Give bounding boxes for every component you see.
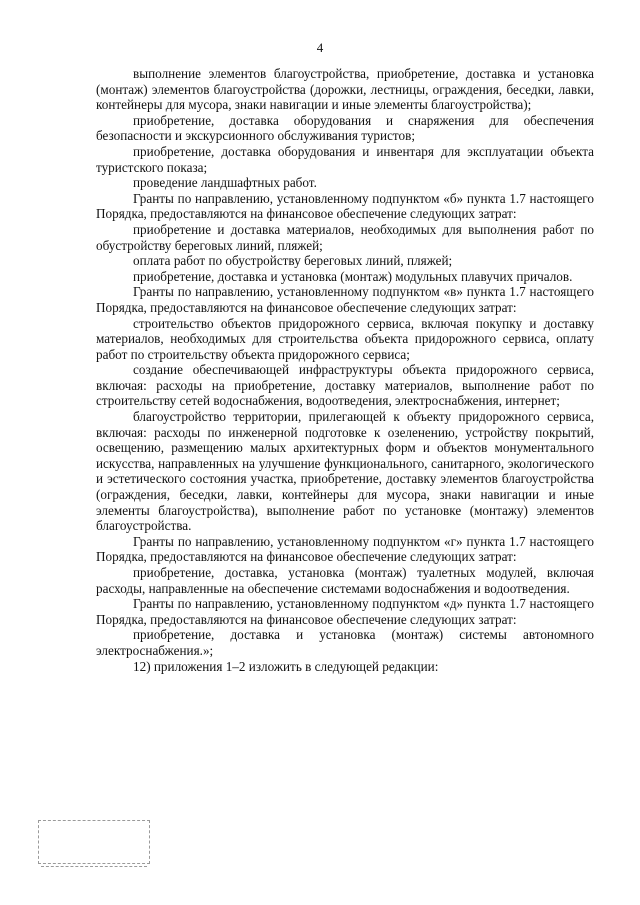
- paragraph: создание обеспечивающей инфраструктуры объекта придорожного сервиса, включая: расходы на приобретение, доставку материалов, выполнение работ по строительству сетей водоснабжения, водоотведения, электроснабжения, интернет;: [96, 362, 594, 409]
- paragraph: оплата работ по обустройству береговых линий, пляжей;: [133, 253, 453, 269]
- paragraph: строительство объектов придорожного сервиса, включая покупку и доставку материалов, необходимых для строительства объекта придорожного сервиса, оплату работ по строительству объекта придорожного сервиса;: [96, 315, 594, 362]
- stamp-underline: [41, 866, 147, 867]
- paragraph: проведение ландшафтных работ.: [133, 175, 317, 191]
- paragraph: Гранты по направлению, установленному подпунктом «д» пункта 1.7 настоящего Порядка, предоставляются на финансовое обеспечение следующих затрат:: [96, 596, 594, 627]
- paragraph: Гранты по направлению, установленному подпунктом «г» пункта 1.7 настоящего Порядка, предоставляются на финансовое обеспечение следующих затрат:: [96, 533, 594, 565]
- paragraph: приобретение, доставка и установка (монтаж) модульных плавучих причалов.: [133, 268, 573, 284]
- paragraph: благоустройство территории, прилегающей к объекту придорожного сервиса, включая: расходы по инженерной подготовке к озеленению, устройству покрытий, освещению, размещению малых архитектурных форм и объектов монументального искусства, направленных на улучшение функционального, санитарного, экологического и эстетического состояния участка, приобретение, доставку элементов благоустройства (ограждения, беседки, лавки, контейнеры для мусора, знаки навигации и иные элементы благоустройства), выполнение работ по установке (монтажу) элементов благоустройства.: [96, 409, 594, 534]
- paragraph: приобретение, доставка, установка (монтаж) туалетных модулей, включая расходы, направленные на обеспечение системами водоснабжения и водоотведения.: [96, 565, 594, 596]
- page-number: 4: [316, 40, 324, 55]
- paragraph: приобретение, доставка оборудования и инвентаря для эксплуатации объекта туристского показа;: [96, 143, 594, 175]
- paragraph: Гранты по направлению, установленному подпунктом «в» пункта 1.7 настоящего Порядка, предоставляются на финансовое обеспечение следующих затрат:: [96, 284, 594, 315]
- paragraph: приобретение, доставка оборудования и снаряжения для обеспечения безопасности и экскурсионного обслуживания туристов;: [96, 112, 594, 144]
- paragraph: приобретение, доставка и установка (монтаж) системы автономного электроснабжения.»;: [96, 627, 594, 658]
- paragraph: приобретение и доставка материалов, необходимых для выполнения работ по обустройству береговых линий, пляжей;: [96, 221, 594, 253]
- paragraph: Гранты по направлению, установленному подпунктом «б» пункта 1.7 настоящего Порядка, предоставляются на финансовое обеспечение следующих затрат:: [96, 190, 594, 222]
- faded-stamp: [38, 820, 150, 864]
- document-body: [96, 66, 594, 674]
- paragraph: выполнение элементов благоустройства, приобретение, доставка и установка (монтаж) элементов благоустройства (дорожки, лестницы, ограждения, беседки, лавки, контейнеры для мусора, знаки навигации и иные элементы благоустройства);: [96, 66, 594, 113]
- paragraph: 12) приложения 1–2 изложить в следующей редакции:: [133, 658, 439, 674]
